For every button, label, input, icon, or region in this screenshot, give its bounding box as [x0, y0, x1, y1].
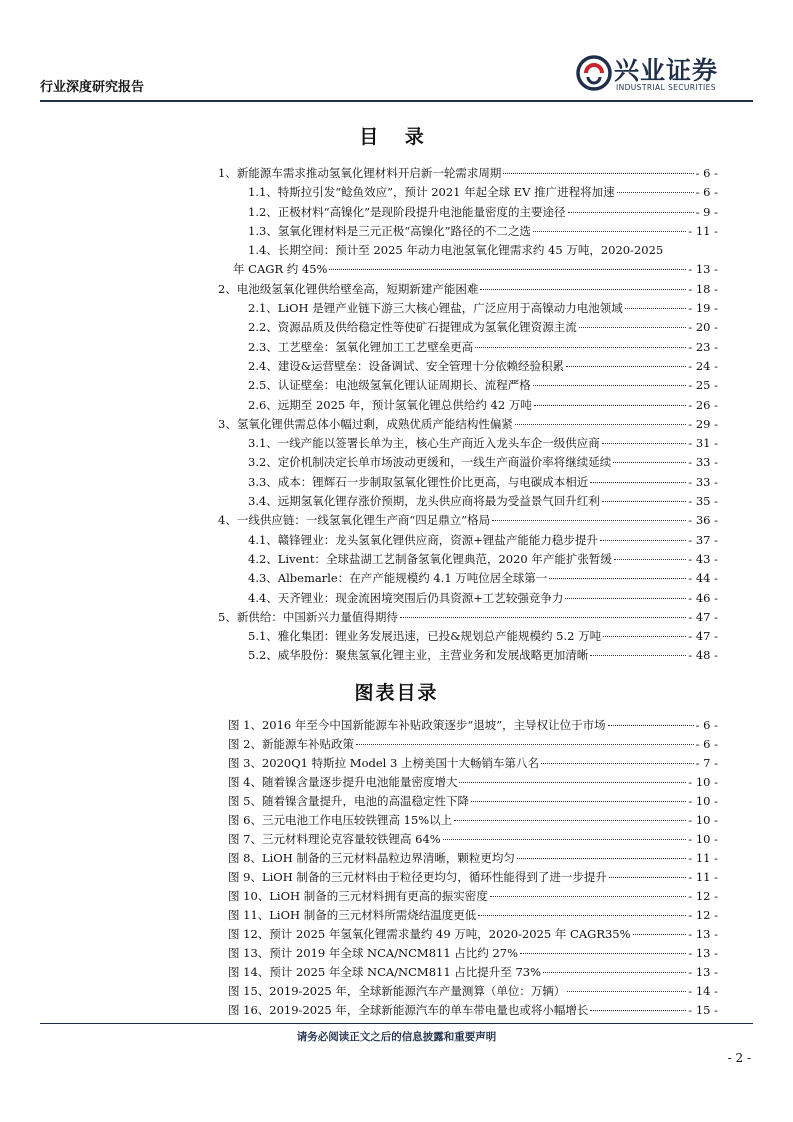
toc-entry-text: 正极材料“高镍化”是现阶段提升电池能量密度的主要途径 [277, 204, 566, 219]
toc-item[interactable] [233, 299, 718, 318]
figure-entry-page: - 13 - [688, 927, 718, 941]
toc-item[interactable] [233, 531, 718, 550]
figure-entry-text: 图 9、LiOH 制备的三元材料由于粒径更均匀，循环性能得到了进一步提升 [228, 870, 607, 884]
dot-leader [600, 540, 686, 541]
toc-entry-text: 一线供应链：一线氢氧化锂生产商“四足鼎立”格局 [236, 513, 491, 528]
figure-item[interactable] [228, 849, 718, 868]
figure-entry-page: - 14 - [688, 984, 718, 998]
dot-leader [608, 725, 694, 726]
toc-entry-text: 工艺壁垒：氢氧化锂加工工艺壁垒更高 [277, 339, 474, 354]
figure-entry-text: 图 16、2019-2025 年，全球新能源汽车的单车带电量也或将小幅增长 [228, 1003, 589, 1017]
toc-entry-page: - 48 - [688, 648, 718, 663]
toc-entry-number: 3.4、 [248, 494, 278, 509]
toc-entry-text: 新供给：中国新兴力量值得期待 [236, 609, 398, 624]
dot-leader [454, 820, 686, 821]
figure-entry-page: - 12 - [688, 908, 718, 922]
toc-entry-text: Albemarle：在产产能规模约 4.1 万吨位居全球第一 [277, 571, 548, 586]
figure-item[interactable] [228, 944, 718, 963]
figure-entry-text: 图 2、新能源车补贴政策 [228, 737, 354, 751]
toc-entry-number: 3、 [218, 416, 237, 431]
header-rule [40, 100, 753, 102]
toc-item[interactable] [233, 550, 718, 569]
dot-leader [579, 327, 686, 328]
figure-entry-page: - 10 - [688, 794, 718, 808]
toc-item[interactable] [218, 608, 718, 627]
dot-leader [356, 744, 694, 745]
figure-item[interactable] [228, 1001, 718, 1020]
figure-entry-page: - 6 - [695, 718, 718, 732]
dot-leader [400, 617, 686, 618]
toc-entry-text: 氢氧化锂供需总体小幅过剩，成熟优质产能结构性偏紧 [236, 416, 513, 431]
toc-entry-page: - 18 - [688, 281, 718, 296]
toc-entry-number: 2.3、 [248, 339, 278, 354]
toc-item[interactable] [233, 434, 718, 453]
toc-entry-page: - 13 - [688, 262, 718, 277]
toc-list [218, 164, 718, 666]
dot-leader [625, 308, 687, 309]
figure-item[interactable] [228, 906, 718, 925]
toc-entry-number: 5.1、 [248, 629, 278, 644]
toc-entry-text: 氢氧化锂材料是三元正极“高镍化”路径的不二之选 [277, 223, 532, 238]
toc-entry-number: 5.2、 [248, 648, 278, 663]
figure-entry-text: 图 12、预计 2025 年氢氧化锂需求量约 49 万吨，2020-2025 年 CAGR35% [228, 927, 631, 941]
toc-item[interactable] [233, 473, 718, 492]
figure-entry-text: 图 1、2016 年至今中国新能源车补贴政策逐步“退坡”，主导权让位于市场 [228, 718, 606, 732]
toc-entry-text: 定价机制决定长单市场波动更缓和，一线生产商溢价率将继续延续 [277, 455, 612, 470]
toc-entry-number: 1、 [218, 166, 237, 180]
toc-entry-page: - 6 - [695, 166, 718, 180]
figure-item[interactable] [228, 716, 718, 735]
figure-item[interactable] [228, 773, 718, 792]
toc-entry-text: 电池级氢氧化锂供给壁垒高，短期新建产能困难 [236, 281, 479, 296]
figure-entry-page: - 10 - [688, 775, 718, 789]
dot-leader [520, 953, 686, 954]
toc-entry-page: - 43 - [688, 551, 718, 566]
figure-item[interactable] [228, 792, 718, 811]
dot-leader [490, 896, 687, 897]
figure-item[interactable] [228, 735, 718, 754]
figure-entry-text: 图 10、LiOH 制备的三元材料拥有更高的振实密度 [228, 889, 488, 903]
toc-entry-text-cont: 年 CAGR 约 45% [233, 262, 328, 277]
toc-entry-text: 雅化集团：锂业务发展迅速，已投&规划总产能规模约 5.2 万吨 [277, 629, 602, 644]
toc-entry-number: 3.3、 [248, 474, 278, 489]
toc-entry-text: 长期空间：预计至 2025 年动力电池氢氧化锂需求约 45 万吨，2020-2025 [277, 243, 664, 258]
toc-entry-page: - 9 - [695, 204, 718, 219]
page-number: - 2 - [727, 1051, 751, 1065]
toc-entry-number: 4.2、 [248, 551, 278, 566]
figure-entry-text: 图 8、LiOH 制备的三元材料晶粒边界清晰，颗粒更均匀 [228, 851, 515, 865]
toc-item[interactable] [233, 222, 718, 241]
figure-entry-text: 图 11、LiOH 制备的三元材料所需烧结温度更低 [228, 908, 477, 922]
figure-entry-page: - 6 - [695, 737, 718, 751]
figure-entry-text: 图 5、随着镍含量提升，电池的高温稳定性下降 [228, 794, 469, 808]
toc-entry-number: 4、 [218, 513, 237, 528]
figure-item[interactable] [228, 811, 718, 830]
toc-entry-number: 2、 [218, 281, 237, 296]
toc-entry-text: 资源品质及供给稳定性等使矿石提锂成为氢氧化锂资源主流 [277, 320, 577, 335]
figure-entry-text: 图 13、预计 2019 年全球 NCA/NCM811 占比约 27% [228, 946, 519, 960]
toc-entry-page: - 31 - [688, 436, 718, 451]
dot-leader [533, 385, 686, 386]
footer-disclaimer: 请务必阅读正文之后的信息披露和重要声明 [296, 1031, 497, 1043]
brand-logo [576, 55, 736, 97]
dot-leader [515, 424, 686, 425]
dot-leader [503, 173, 693, 174]
toc-entry-text: 赣锋锂业：龙头氢氧化锂供应商，资源+锂盐产能能力稳步提升 [277, 532, 598, 547]
toc-entry-number: 1.4、 [248, 243, 278, 258]
toc-entry-page: - 44 - [688, 571, 718, 586]
toc-entry-page: - 33 - [688, 455, 718, 470]
toc-item[interactable] [233, 569, 718, 588]
toc-entry-page: - 47 - [688, 629, 718, 644]
dot-leader [533, 231, 686, 232]
figure-entry-page: - 10 - [688, 813, 718, 827]
toc-entry-number: 4.1、 [248, 532, 278, 547]
dot-leader [475, 347, 686, 348]
brand-name-cn: 兴业证券 [614, 56, 719, 85]
dot-leader [480, 289, 686, 290]
dot-leader [617, 192, 694, 193]
figure-entry-text: 图 14、预计 2025 年全球 NCA/NCM811 占比提升至 73% [228, 965, 542, 979]
toc-item[interactable] [233, 357, 718, 376]
dot-leader [478, 915, 686, 916]
toc-entry-number: 2.4、 [248, 358, 278, 373]
toc-entry-page: - 11 - [688, 223, 718, 238]
toc-item[interactable] [218, 415, 718, 434]
dot-leader [566, 366, 686, 367]
dot-leader [443, 839, 687, 840]
toc-item[interactable] [233, 203, 718, 222]
dot-leader [567, 991, 686, 992]
dot-leader [534, 405, 686, 406]
figures-title: 图表目录 [354, 682, 439, 704]
dot-leader [633, 934, 687, 935]
toc-entry-page: - 24 - [688, 358, 718, 373]
toc-entry-number: 2.6、 [248, 397, 278, 412]
toc-entry-text: 天齐锂业：现金流困境突围后仍具资源+工艺较强竞争力 [277, 590, 564, 605]
toc-entry-number: 2.5、 [248, 378, 278, 393]
toc-entry-text: 建设&运营壁垒：设备调试、安全管理十分依赖经验积累 [277, 358, 565, 373]
dot-leader [609, 877, 686, 878]
toc-entry-text: 认证壁垒：电池级氢氧化锂认证周期长、流程严格 [277, 378, 531, 393]
toc-item[interactable] [233, 453, 718, 472]
toc-item[interactable] [218, 280, 718, 299]
toc-entry-page: - 19 - [688, 301, 718, 316]
footer-rule [40, 1023, 753, 1024]
dot-leader [517, 858, 686, 859]
dot-leader [590, 1010, 686, 1011]
toc-entry-number: 1.1、 [248, 185, 278, 200]
toc-entry-text: 一线产能以签署长单为主，核心生产商近入龙头车企一级供应商 [277, 436, 600, 451]
figure-entry-text: 图 6、三元电池工作电压较铁锂高 15%以上 [228, 813, 453, 827]
figure-entry-text: 图 4、随着镍含量逐步提升电池能量密度增大 [228, 775, 458, 789]
toc-entry-text: 威华股份：聚焦氢氧化锂主业，主营业务和发展战略更加清晰 [277, 648, 589, 663]
figure-item[interactable] [228, 868, 718, 887]
toc-item[interactable] [218, 511, 718, 530]
toc-item[interactable] [233, 338, 718, 357]
dot-leader [492, 520, 686, 521]
toc-item[interactable] [233, 627, 718, 646]
toc-entry-page: - 35 - [688, 494, 718, 509]
figure-entry-text: 图 7、三元材料理论克容量较铁锂高 64% [228, 832, 441, 846]
toc-entry-text: 新能源车需求推动氢氧化锂材料开启新一轮需求周期 [236, 166, 502, 180]
figure-item[interactable] [228, 925, 718, 944]
toc-item[interactable] [233, 183, 718, 202]
toc-entry-page: - 26 - [688, 397, 718, 412]
figure-entry-page: - 7 - [695, 756, 718, 770]
toc-entry-page: - 25 - [688, 378, 718, 393]
dot-leader [471, 801, 686, 802]
figure-entry-page: - 11 - [688, 851, 718, 865]
toc-entry-number: 5、 [218, 609, 237, 624]
brand-logo-icon [576, 55, 612, 91]
dot-leader [602, 443, 686, 444]
dot-leader [568, 212, 694, 213]
toc-entry-number: 2.2、 [248, 320, 278, 335]
figure-entry-page: - 13 - [688, 965, 718, 979]
figure-entry-page: - 10 - [688, 832, 718, 846]
toc-entry-number: 4.4、 [248, 590, 278, 605]
dot-leader [603, 636, 686, 637]
figure-entry-text: 图 15、2019-2025 年，全球新能源汽车产量测算（单位：万辆） [228, 984, 566, 998]
dot-leader [590, 482, 686, 483]
toc-entry-number: 3.1、 [248, 436, 278, 451]
toc-entry-text: 远期至 2025 年，预计氢氧化锂总供给约 42 万吨 [277, 397, 532, 412]
toc-item[interactable] [233, 492, 718, 511]
toc-entry-number: 1.3、 [248, 223, 278, 238]
figures-list [228, 716, 718, 1020]
figure-entry-page: - 15 - [688, 1003, 718, 1017]
dot-leader [565, 598, 686, 599]
toc-entry-number: 2.1、 [248, 301, 278, 316]
figure-entry-page: - 11 - [688, 870, 718, 884]
figure-item[interactable] [228, 982, 718, 1001]
toc-entry-number: 3.2、 [248, 455, 278, 470]
toc-title: 目 录 [359, 126, 434, 148]
toc-item[interactable] [218, 164, 718, 183]
figure-item[interactable] [228, 830, 718, 849]
toc-item[interactable] [233, 376, 718, 395]
toc-entry-text: Livent：全球盐湖工艺制备氢氧化锂典范，2020 年产能扩张暂缓 [277, 551, 612, 566]
dot-leader [541, 763, 694, 764]
dot-leader [543, 972, 686, 973]
toc-entry-number: 1.2、 [248, 204, 278, 219]
dot-leader [549, 578, 686, 579]
figure-item[interactable] [228, 963, 718, 982]
brand-name-en: INDUSTRIAL SECURITIES [616, 83, 716, 92]
figure-entry-text: 图 3、2020Q1 特斯拉 Model 3 上榜美国十大畅销车第八名 [228, 756, 539, 770]
toc-entry-page: - 46 - [688, 590, 718, 605]
toc-entry-page: - 20 - [688, 320, 718, 335]
toc-entry-page: - 6 - [695, 185, 718, 200]
figure-item[interactable] [228, 887, 718, 906]
toc-entry-page: - 23 - [688, 339, 718, 354]
figure-item[interactable] [228, 754, 718, 773]
toc-entry-page: - 37 - [688, 532, 718, 547]
toc-entry-page: - 33 - [688, 474, 718, 489]
dot-leader [590, 655, 686, 656]
toc-item[interactable] [233, 241, 718, 280]
toc-entry-page: - 47 - [688, 609, 718, 624]
dot-leader [459, 782, 686, 783]
toc-entry-page: - 36 - [688, 513, 718, 528]
toc-entry-text: 远期氢氧化锂存涨价预期，龙头供应商将最为受益景气回升红利 [277, 494, 600, 509]
toc-entry-text: 特斯拉引发“鲶鱼效应”，预计 2021 年起全球 EV 推广进程将加速 [277, 185, 615, 200]
toc-item[interactable] [233, 396, 718, 415]
toc-entry-text: LiOH 是锂产业链下游三大核心锂盐，广泛应用于高镍动力电池领域 [277, 301, 623, 316]
toc-item[interactable] [233, 589, 718, 608]
toc-item[interactable] [233, 646, 718, 665]
toc-entry-page: - 29 - [688, 416, 718, 431]
report-type-label: 行业深度研究报告 [40, 80, 145, 95]
toc-entry-number: 4.3、 [248, 571, 278, 586]
dot-leader [602, 501, 686, 502]
figure-entry-page: - 13 - [688, 946, 718, 960]
dot-leader [613, 462, 686, 463]
toc-entry-text: 成本：锂辉石一步制取氢氧化锂性价比更高，与电碳成本相近 [277, 474, 589, 489]
dot-leader [329, 269, 686, 270]
dot-leader [614, 559, 686, 560]
toc-item[interactable] [233, 318, 718, 337]
figure-entry-page: - 12 - [688, 889, 718, 903]
